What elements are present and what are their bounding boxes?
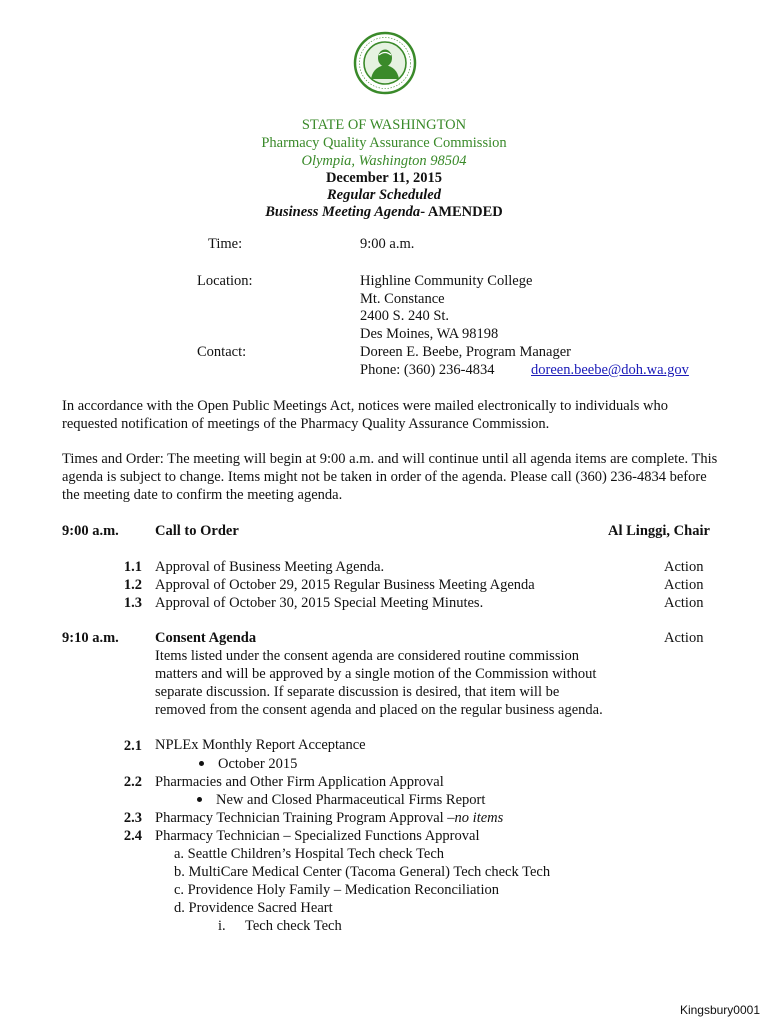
location-line: Mt. Constance [360,291,445,307]
section-action: Action [664,630,704,646]
agenda-item: NPLEx Monthly Report Acceptance [155,737,366,753]
item-number: 2.4 [123,828,142,844]
agenda-item: Pharmacies and Other Firm Application Approval [155,774,444,790]
agenda-item: Approval of October 30, 2015 Special Meeting Minutes. [155,595,484,611]
agenda-item-text: Pharmacy Technician Training Program Approval [155,810,448,826]
location-line: 2400 S. 240 St. [360,308,450,324]
bullet-icon [197,797,202,802]
agenda-item: Pharmacy Technician – Specialized Functions Approval [155,828,480,844]
bullet-item [199,755,297,773]
bullet-item [197,791,485,809]
bullet-icon [199,761,204,766]
state-seal-icon [353,31,417,95]
bullet-text: October 2015 [218,756,298,772]
location-line: Des Moines, WA 98198 [360,326,499,342]
consent-description-line: Items listed under the consent agenda are considered routine commission [155,648,579,664]
commission-location: Olympia, Washington 98504 [301,153,467,169]
agenda-item-note: –no items [447,810,504,826]
document-id: Kingsbury0001 [679,1003,760,1017]
sub-item: c. Providence Holy Family – Medication Reconciliation [174,882,499,898]
item-action: Action [664,559,704,575]
contact-name: Doreen E. Beebe, Program Manager [360,344,571,360]
agenda-item: Approval of Business Meeting Agenda. [155,559,385,575]
meeting-date: December 11, 2015 [325,170,443,186]
sub-item: b. MultiCare Medical Center (Tacoma General) Tech check Tech [174,864,551,880]
consent-description-line: removed from the consent agenda and placed on the regular business agenda. [155,702,603,718]
opma-notice: In accordance with the Open Public Meetings Act, notices were mailed electronically to individuals who requested notification of meetings of the Pharmacy Quality Assurance Commission. [62,398,668,432]
item-action: Action [664,577,704,593]
sub-item: a. Seattle Children’s Hospital Tech check Tech [174,846,445,862]
times-order-notice: Times and Order: The meeting will begin at 9:00 a.m. and will continue until all agenda items are complete. This agenda is subject to change. Items might not be taken in order of the agenda. Please call (360) 236-4834 before the meeting date to confirm the meeting agenda. [62,451,718,503]
item-number: 2.2 [123,774,142,790]
section-presenter: Al Linggi, Chair [608,523,710,539]
time-label: Time: [208,236,243,252]
agenda-title-text: Business Meeting Agenda [265,204,421,220]
section-time: 9:00 a.m. [62,523,119,539]
item-action: Action [664,595,704,611]
agenda-item [155,809,503,827]
contact-email-link[interactable]: doreen.beebe@doh.wa.gov [531,362,689,378]
location-line: Highline Community College [360,273,533,289]
item-number: 2.1 [123,738,142,754]
sub-sub-marker: i. [218,918,226,934]
agenda-title [0,203,768,221]
section-title: Consent Agenda [155,630,257,646]
bullet-text: New and Closed Pharmaceutical Firms Report [216,792,486,808]
item-number: 1.3 [123,595,142,611]
state-name: STATE OF WASHINGTON [301,117,467,133]
item-number: 1.2 [123,577,142,593]
time-value: 9:00 a.m. [360,236,415,252]
meeting-type: Regular Scheduled [327,187,441,203]
commission-name: Pharmacy Quality Assurance Commission [261,135,507,151]
contact-label: Contact: [197,344,247,360]
section-title: Call to Order [155,523,239,539]
item-number: 1.1 [123,559,142,575]
sub-sub-item: Tech check Tech [245,918,342,934]
consent-description-line: matters and will be approved by a single motion of the Commission without [155,666,597,682]
consent-description-line: separate discussion. If separate discussion is desired, that item will be [155,684,560,700]
item-number: 2.3 [123,810,142,826]
section-time: 9:10 a.m. [62,630,119,646]
agenda-item: Approval of October 29, 2015 Regular Business Meeting Agenda [155,577,535,593]
agenda-title-suffix: - AMENDED [420,204,503,220]
location-label: Location: [197,273,253,289]
sub-item: d. Providence Sacred Heart [174,900,333,916]
contact-phone: Phone: (360) 236-4834 [360,362,495,378]
